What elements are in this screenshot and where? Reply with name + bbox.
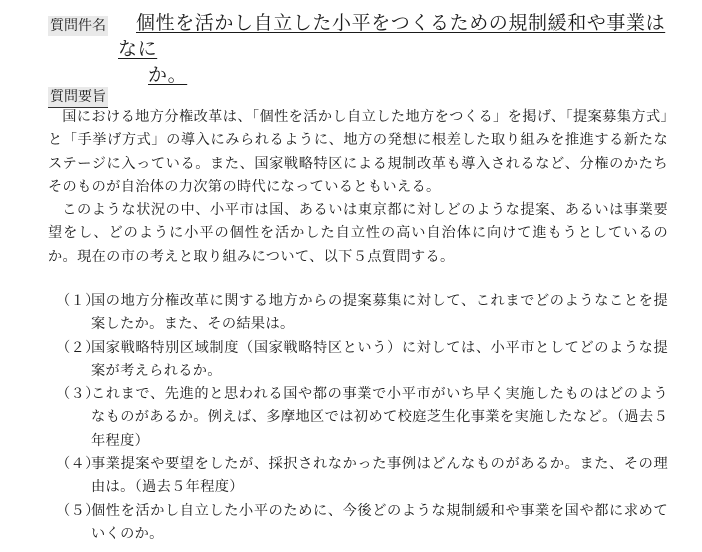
question-number: （１）: [56, 293, 100, 309]
subject-title-line2-wrap: [118, 62, 678, 88]
question-text: 国家戦略特別区域制度（国家戦略特区という）に対しては、小平市としてどのような提案が考えられるか。: [91, 339, 668, 379]
summary-body: [48, 106, 668, 269]
question-number: （５）: [56, 502, 100, 519]
question-item-4: [48, 453, 668, 500]
question-list: [48, 290, 668, 546]
summary-paragraph-2: このような状況の中、小平市は国、あるいは東京都に対しどのような提案、あるいは事業要望をし、どのように小平の個性を活かした自立性の高い自治体に向けて進もうとしているのか。現在の市の考えと取り組みについて、以下５点質問する。: [48, 202, 668, 265]
subject-title: [118, 10, 678, 88]
question-text: 事業提案や要望をしたが、採択されなかった事例はどんなものがあるか。また、その理由は。（過去５年程度）: [91, 456, 668, 496]
question-text: 個性を活かし自立した小平のために、今後どのような規制緩和や事業を国や都に求めていくのか。: [91, 502, 668, 542]
question-item-5: [48, 500, 668, 547]
question-number: （３）: [56, 386, 100, 403]
summary-label: 質問要旨: [48, 87, 108, 108]
question-item-2: [48, 337, 668, 384]
question-item-1: [48, 290, 668, 337]
question-text: これまで、先進的と思われる国や都の事業で小平市がいち早く実施したものはどのようなものがあるか。例えば、多摩地区では初めて校庭芝生化事業を実施したなど。（過去５年程度）: [91, 386, 668, 449]
subject-title-line1: 個性を活かし自立した小平をつくるための規制緩和や事業はなに: [118, 12, 666, 60]
subject-label: 質問件名: [50, 18, 106, 34]
question-text: 国の地方分権改革に関する地方からの提案募集に対して、これまでどのようなことを提案したか。また、その結果は。: [91, 293, 668, 333]
summary-paragraph-1: 国における地方分権改革は、「個性を活かし自立した地方をつくる」を掲げ、「提案募集方式」と「手挙げ方式」の導入にみられるように、地方の発想に根差した取り組みを推進する新たなステージに入っている。また、国家戦略特区による規制改革も導入されるなど、分権のかたちそのものが自治体の力次第の時代になっているともいえる。: [48, 109, 668, 195]
subject-title-line2: か。: [148, 64, 188, 86]
question-item-3: [48, 383, 668, 453]
question-number: （２）: [56, 339, 100, 356]
question-number: （４）: [56, 456, 100, 473]
